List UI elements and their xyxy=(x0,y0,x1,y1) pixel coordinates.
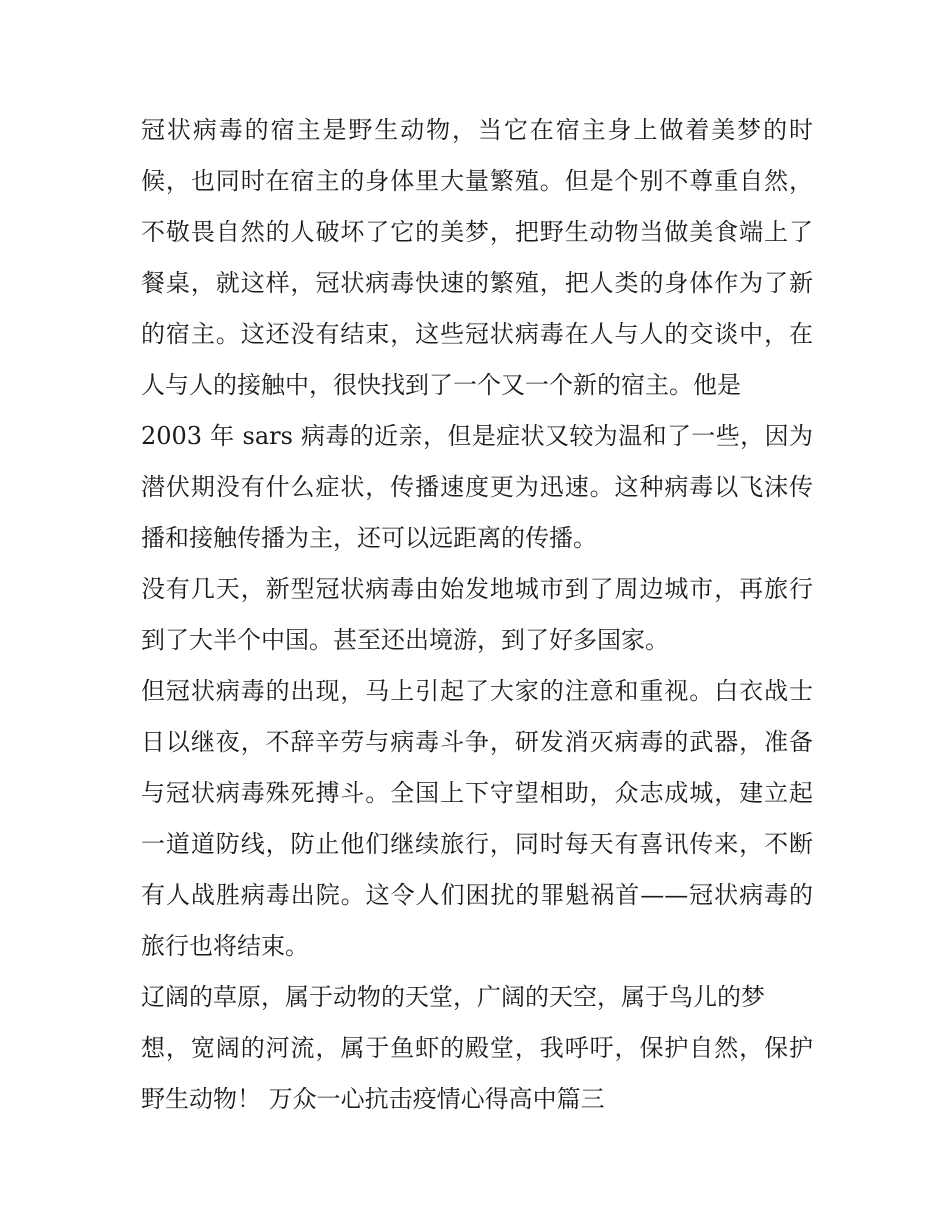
text-line: 人与人的接触中，很快找到了一个又一个新的宿主。他是 xyxy=(141,371,741,399)
text-line: 日以继夜，不辞辛劳与病毒斗争，研发消灭病毒的武器，准备 xyxy=(141,728,813,756)
text-line: 旅行也将结束。 xyxy=(141,932,309,960)
text-line: 没有几天，新型冠状病毒由始发地城市到了周边城市，再旅行 xyxy=(141,575,813,603)
text-line: 野生动物！ 万众一心抗击疫情心得高中篇三 xyxy=(141,1085,605,1113)
text-line: 辽阔的草原，属于动物的天堂，广阔的天空，属于鸟儿的梦 xyxy=(141,983,765,1011)
text-line: 想，宽阔的河流，属于鱼虾的殿堂，我呼吁，保护自然，保护 xyxy=(141,1034,813,1062)
text-line: 有人战胜病毒出院。这令人们困扰的罪魁祸首——冠状病毒的 xyxy=(141,881,813,909)
text-line: 播和接触传播为主，还可以远距离的传播。 xyxy=(141,524,597,552)
text-line: 候，也同时在宿主的身体里大量繁殖。但是个别不尊重自然， xyxy=(141,167,813,195)
text-line: 冠状病毒的宿主是野生动物，当它在宿主身上做着美梦的时 xyxy=(141,116,813,144)
paragraph-4 xyxy=(141,972,813,1125)
text-line: 不敬畏自然的人破坏了它的美梦，把野生动物当做美食端上了 xyxy=(141,218,813,246)
text-line: 但冠状病毒的出现，马上引起了大家的注意和重视。白衣战士 xyxy=(141,677,813,705)
text-line: 潜伏期没有什么症状，传播速度更为迅速。这种病毒以飞沫传 xyxy=(141,473,813,501)
document-body xyxy=(141,105,813,1125)
text-line: 一道道防线，防止他们继续旅行，同时每天有喜讯传来，不断 xyxy=(141,830,813,858)
text-line: 2003 年 sars 病毒的近亲，但是症状又较为温和了一些，因为 xyxy=(141,422,813,450)
text-line: 与冠状病毒殊死搏斗。全国上下守望相助，众志成城，建立起 xyxy=(141,779,813,807)
paragraph-3 xyxy=(141,666,813,972)
text-line: 的宿主。这还没有结束，这些冠状病毒在人与人的交谈中，在 xyxy=(141,320,813,348)
paragraph-1 xyxy=(141,105,813,564)
text-line: 餐桌，就这样，冠状病毒快速的繁殖，把人类的身体作为了新 xyxy=(141,269,813,297)
text-line: 到了大半个中国。甚至还出境游，到了好多国家。 xyxy=(141,626,669,654)
paragraph-2 xyxy=(141,564,813,666)
